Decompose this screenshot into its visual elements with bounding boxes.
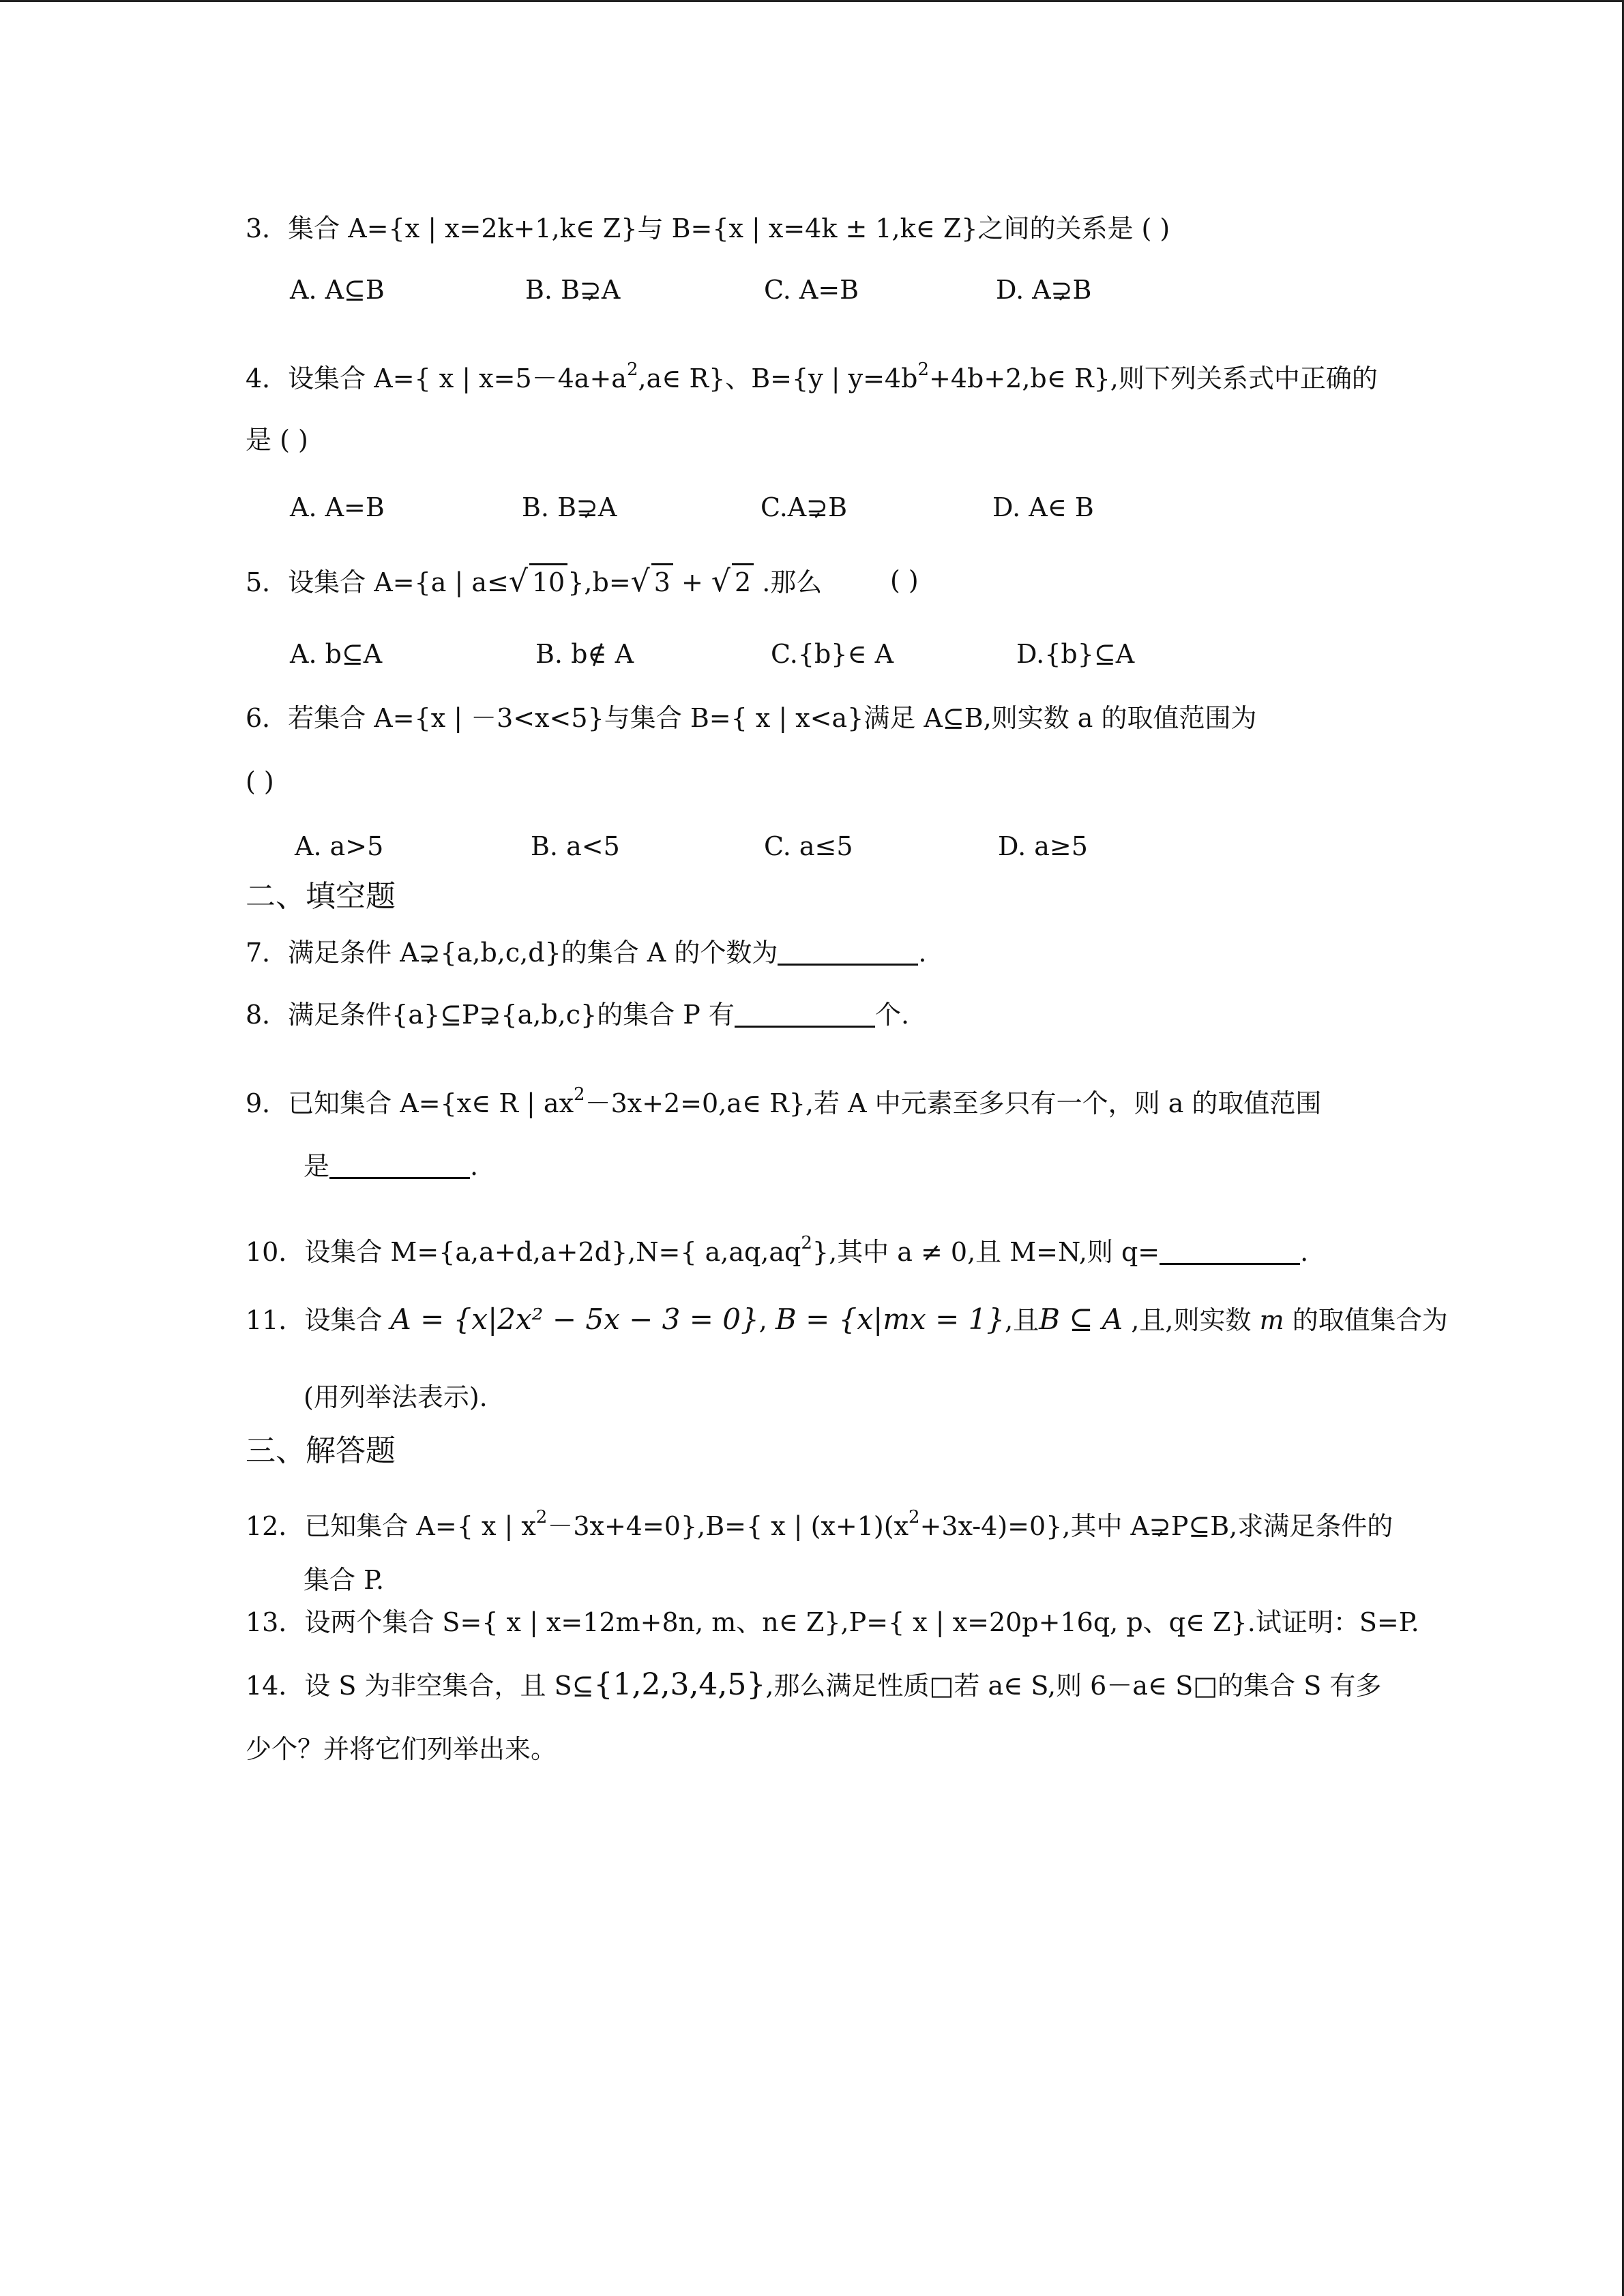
question-12 [246,1500,1393,1543]
sqrt-sign-icon: √ [630,564,650,599]
question-13: 13．设两个集合 S={ x | x=12m+8n, m、n∈ Z},P={ x | x=20p+16q, p、q∈ Z}.试证明：S=P. [246,1607,1419,1637]
q4-option-c: C.A⊋B [761,492,848,522]
q4-text-b: ,a∈ R}、B={y | y=4b [638,363,918,393]
q6-option-a: A. a>5 [295,831,384,861]
q5-radicand-3: 2 [732,563,754,599]
q5-option-d: D.{b}⊆A [1016,639,1135,669]
question-9 [246,1077,1321,1120]
q8-answer-blank [735,1002,875,1028]
q11-relation: B ⊆ A [1039,1302,1123,1336]
q9-text-b: －3x+2=0,a∈ R},若 A 中元素至多只有一个，则 a 的取值范围 [585,1088,1322,1118]
question-14-continuation: 少个？并将它们列举出来。 [246,1734,557,1764]
question-11 [246,1302,1448,1337]
q5-text-a: 5．设集合 A={a | a≤ [246,567,509,597]
q12-text-c: +3x-4)=0},其中 A⊋P⊆B,求满足条件的 [919,1511,1393,1541]
q11-variable: m [1259,1305,1284,1335]
q5-text-b: },b= [567,567,631,597]
sqrt-sign-icon: √ [711,564,730,599]
q4-exponent-1: 2 [626,359,638,380]
question-6-continuation: ( ) [246,766,274,796]
q9-answer-blank [329,1154,470,1179]
q11-separator: , [758,1305,776,1335]
q4-text-a: 4．设集合 A={ x | x=5－4a+a [246,363,627,393]
q10-text-a: 10．设集合 M={a,a+d,a+2d},N={ a,aq,aq [246,1237,801,1267]
q6-option-b: B. a<5 [531,831,620,861]
question-5-stem [246,563,822,599]
q4-exponent-2: 2 [917,359,929,380]
q5-option-c: C.{b}∈ A [771,639,894,669]
q7-answer-blank [778,940,918,966]
q3-option-b: B. B⊋A [525,275,621,305]
q11-set-b: B = {x|mx = 1} [775,1302,1005,1336]
q11-set-a: A = {x|2x² − 5x − 3 = 0} [390,1302,759,1336]
q14-set: {1,2,3,4,5} [593,1667,766,1702]
q4-option-d: D. A∈ B [992,492,1094,522]
q5-answer-paren: ( ) [890,565,919,595]
question-4-stem [246,353,1378,396]
q10-exponent: 2 [801,1233,812,1253]
q9-end: . [470,1151,479,1181]
q14-text-a: 14．设 S 为非空集合，且 S⊆ [246,1671,594,1701]
q3-option-d: D. A⊋B [996,275,1092,305]
q11-suffix: ,且,则实数 [1123,1305,1252,1335]
section-answer-heading: 三、解答题 [246,1433,396,1468]
question-11-continuation: (用列举法表示). [304,1382,488,1412]
q10-end: . [1300,1237,1309,1267]
q6-option-d: D. a≥5 [998,831,1088,861]
q4-option-a: A. A=B [290,492,385,522]
q12-exponent-1: 2 [535,1507,548,1527]
question-9-continuation [304,1149,478,1183]
question-7 [246,936,926,970]
q14-text-b: ,那么满足性质□若 a∈ S,则 6－a∈ S□的集合 S 有多 [765,1671,1382,1701]
question-10 [246,1226,1308,1269]
q11-prefix: 11．设集合 [246,1305,383,1335]
q4-option-b: B. B⊋A [522,492,617,522]
q11-mid: ,且 [1005,1305,1039,1335]
question-12-continuation: 集合 P. [304,1565,385,1595]
question-3-stem: 3．集合 A={x | x=2k+1,k∈ Z}与 B={x | x=4k ± 1,k∈ Z}之间的关系是 ( ) [246,213,1170,243]
q9-exponent: 2 [574,1084,585,1105]
q9-text-a: 9．已知集合 A={x∈ R | ax [246,1088,574,1118]
q5-radicand-2: 3 [651,563,673,599]
section-fill-in-heading: 二、填空题 [246,879,396,914]
question-4-continuation: 是 ( ) [246,425,308,455]
question-14 [246,1668,1381,1703]
q7-end: . [918,938,927,968]
q5-option-b: B. b∉ A [535,639,634,669]
q9-cont-text: 是 [304,1151,330,1181]
q10-text-b: },其中 a ≠ 0,且 M=N,则 q= [812,1237,1160,1267]
q10-answer-blank [1160,1240,1300,1265]
q12-text-a: 12．已知集合 A={ x | x [246,1511,536,1541]
q5-option-a: A. b⊆A [290,639,383,669]
sqrt-sign-icon: √ [508,564,528,599]
q4-text-c: +4b+2,b∈ R},则下列关系式中正确的 [928,363,1378,393]
question-6-stem: 6．若集合 A={x | －3<x<5}与集合 B={ x | x<a}满足 A⊆B,则实数 a 的取值范围为 [246,703,1257,733]
q5-plus: + [673,567,711,597]
q6-option-c: C. a≤5 [764,831,853,861]
q3-option-c: C. A=B [764,275,859,305]
question-8 [246,998,909,1032]
q12-text-b: －3x+4=0},B={ x | (x+1)(x [547,1511,909,1541]
q7-text: 7．满足条件 A⊋{a,b,c,d}的集合 A 的个数为 [246,938,778,968]
q5-text-c: .那么 [754,567,823,597]
q3-option-a: A. A⊆B [290,275,385,305]
q8-text: 8．满足条件{a}⊆P⊋{a,b,c}的集合 P 有 [246,1000,735,1030]
q8-end: 个. [874,1000,910,1030]
q11-suffix2: 的取值集合为 [1284,1305,1448,1335]
q12-exponent-2: 2 [909,1507,920,1527]
q5-radicand-1: 10 [529,563,567,599]
